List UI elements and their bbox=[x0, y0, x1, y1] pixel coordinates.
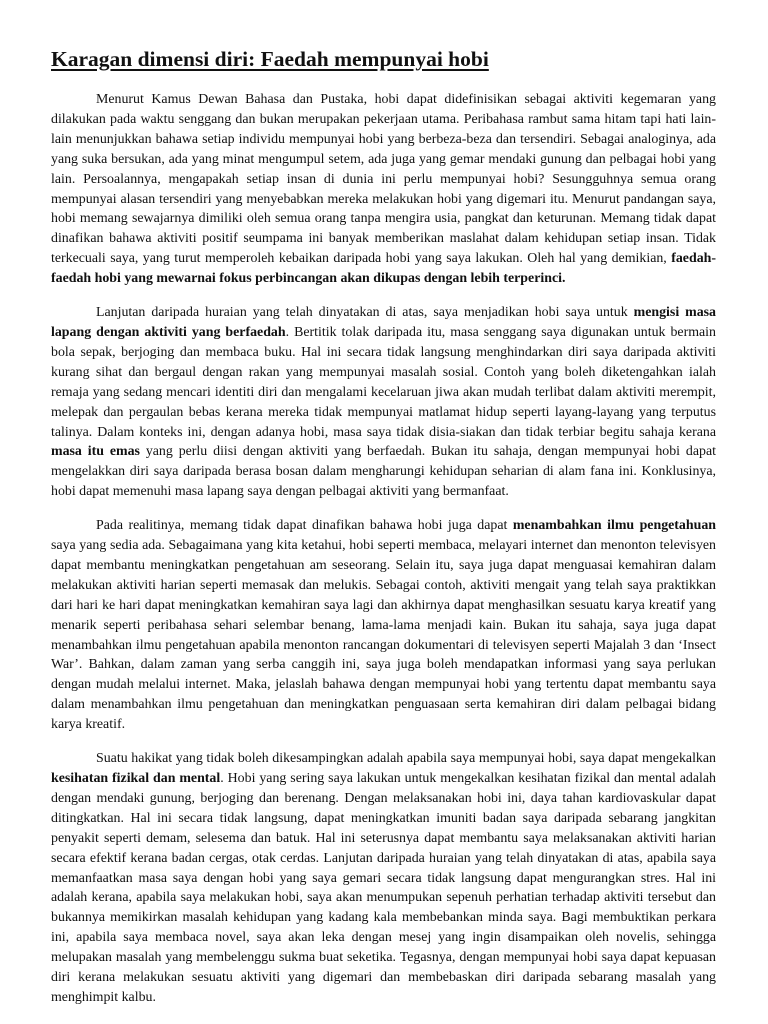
paragraph-text: yang perlu diisi dengan aktiviti yang berfaedah. Bukan itu sahaja, dengan mempunyai hobi dapat mengelakkan diri saya daripada berasa bosan dalam mengharungi kehidupan seharian di alam fana ini. Konklusinya, hobi dapat memenuhi masa lapang saya dengan pelbagai aktiviti yang bermanfaat. bbox=[51, 444, 716, 500]
paragraph-text: saya yang sedia ada. Sebagaimana yang kita ketahui, hobi seperti membaca, melayari internet dan menonton televisyen dapat membantu meningkatkan pengetahuan am seseorang. Selain itu, saya juga dapat menguasai kemahiran dalam melakukan aktiviti harian seperti memasak dan melukis. Sebagai contoh, aktiviti mengait yang telah saya praktikkan dari hari ke hari dapat meningkatkan kemahiran saya lagi dan akhirnya dapat menghasilkan sesuatu karya kreatif yang menarik seperti peribahasa sehari selembar benang, lama-lama menjadi kain. Bukan itu sahaja, saya juga dapat menambahkan ilmu pengetahuan apabila menonton rancangan dokumentari di televisyen seperti Majalah 3 dan ‘Insect War’. Bahkan, dalam zaman yang serba canggih ini, saya juga boleh mendapatkan informasi yang saya perlukan dengan mudah melalui internet. Maka, jelaslah bahawa dengan mempunyai hobi yang tertentu dapat membantu saya dalam menambahkan ilmu pengetahuan dan meningkatkan penguasaan serta kemahiran diri dalam pelbagai bidang karya kreatif. bbox=[51, 538, 716, 733]
paragraph-text: Pada realitinya, memang tidak dapat dinafikan bahawa hobi juga dapat bbox=[96, 518, 513, 534]
paragraph-bold-text: faedah-faedah hobi yang mewarnai fokus perbincangan akan dikupas dengan lebih terperinci. bbox=[51, 251, 716, 287]
paragraph-text: . Bertitik tolak daripada itu, masa senggang saya digunakan untuk bermain bola sepak, berjoging dan membaca buku. Hal ini secara tidak langsung menghindarkan diri saya daripada aktiviti kurang sihat dan bergaul dengan rakan yang mempunyai masalah sosial. Contoh yang boleh diketengahkan ialah remaja yang sedang mencari identiti diri dan mengalami kecelaruan jiwa akan mudah terlibat dalam aktiviti merempit, melepak dan pergaulan bebas kerana mereka tidak mempunyai matlamat hidup seperti layang-layang yang terputus talinya. Dalam konteks ini, dengan adanya hobi, masa saya tidak disia-siakan dan tidak terbiar begitu sahaja kerana bbox=[51, 324, 716, 440]
document-page bbox=[51, 45, 716, 1022]
paragraph-text: . Hobi yang sering saya lakukan untuk mengekalkan kesihatan fizikal dan mental adalah dengan mendaki gunung, berjoging dan berenang. Dengan melaksanakan hobi ini, daya tahan kardiovaskular dapat ditingkatkan. Hal ini secara tidak langsung, dapat meningkatkan imuniti badan saya daripada sebarang jangkitan penyakit seperti demam, selesema dan batuk. Hal ini seterusnya dapat membantu saya melaksanakan aktiviti harian secara efektif kerana badan cergas, otak cerdas. Lanjutan daripada huraian yang telah dinyatakan di atas, apabila saya memanfaatkan masa saya dengan hobi yang saya gemari secara tidak langsung dapat mengurangkan stres. Hal ini adalah kerana, apabila saya melakukan hobi, saya akan menumpukan sepenuh perhatian terhadap aktiviti tersebut dan bukannya memikirkan masalah kehidupan yang kadang kala membebankan minda saya. Bagi membuktikan perkara ini, apabila saya membaca novel, saya akan leka dengan mesej yang ingin disampaikan oleh novelis, sehingga melupakan masalah yang membelenggu sukma buat seketika. Tegasnya, dengan mempunyai hobi saya dapat kepuasan diri kerana melakukan sesuatu aktiviti yang digemari dan membebaskan diri daripada sebarang masalah yang menghimpit kalbu. bbox=[51, 771, 716, 1005]
paragraph-health bbox=[51, 749, 716, 1008]
document-title: Karagan dimensi diri: Faedah mempunyai hobi bbox=[51, 47, 489, 71]
paragraph-bold-text: masa itu emas bbox=[51, 444, 140, 460]
paragraph-text: Lanjutan daripada huraian yang telah dinyatakan di atas, saya menjadikan hobi saya untuk bbox=[96, 305, 634, 321]
paragraph-bold-text: kesihatan fizikal dan mental bbox=[51, 771, 221, 786]
paragraph-text: Menurut Kamus Dewan Bahasa dan Pustaka, hobi dapat didefinisikan sebagai aktiviti kegemaran yang dilakukan pada waktu senggang dan bukan merupakan pekerjaan utama. Peribahasa rambut sama hitam tapi hati lain-lain menunjukkan bahawa setiap individu mempunyai hobi yang berbeza-beza dan tersendiri. Sebagai analoginya, ada yang suka bersukan, ada yang minat mengumpul setem, ada juga yang gemar mendaki gunung dan pelbagai hobi yang lain. Persoalannya, mengapakah setiap insan di dunia ini perlu mempunyai hobi? Sesungguhnya semua orang mempunyai alasan tersendiri yang menyebabkan mereka melakukan hobi yang digemari itu. Menurut pandangan saya, hobi memang sewajarnya dimiliki oleh semua orang tanpa mengira usia, pangkat dan keturunan. Memang tidak dapat dinafikan bahawa aktiviti positif seumpama ini banyak memberikan maslahat dalam kehidupan setiap insan. Tidak terkecuali saya, yang turut memperoleh kebaikan daripada hobi yang saya lakukan. Oleh hal yang demikian, bbox=[51, 92, 716, 267]
paragraph-introduction bbox=[51, 90, 716, 289]
paragraph-knowledge bbox=[51, 516, 716, 735]
paragraph-text: Suatu hakikat yang tidak boleh dikesampingkan adalah apabila saya mempunyai hobi, saya dapat mengekalkan bbox=[96, 751, 716, 767]
paragraph-bold-text: menambahkan ilmu pengetahuan bbox=[512, 518, 716, 534]
paragraph-bold-text: mengisi masa lapang dengan aktiviti yang berfaedah bbox=[51, 305, 716, 340]
paragraph-leisure bbox=[51, 303, 716, 502]
